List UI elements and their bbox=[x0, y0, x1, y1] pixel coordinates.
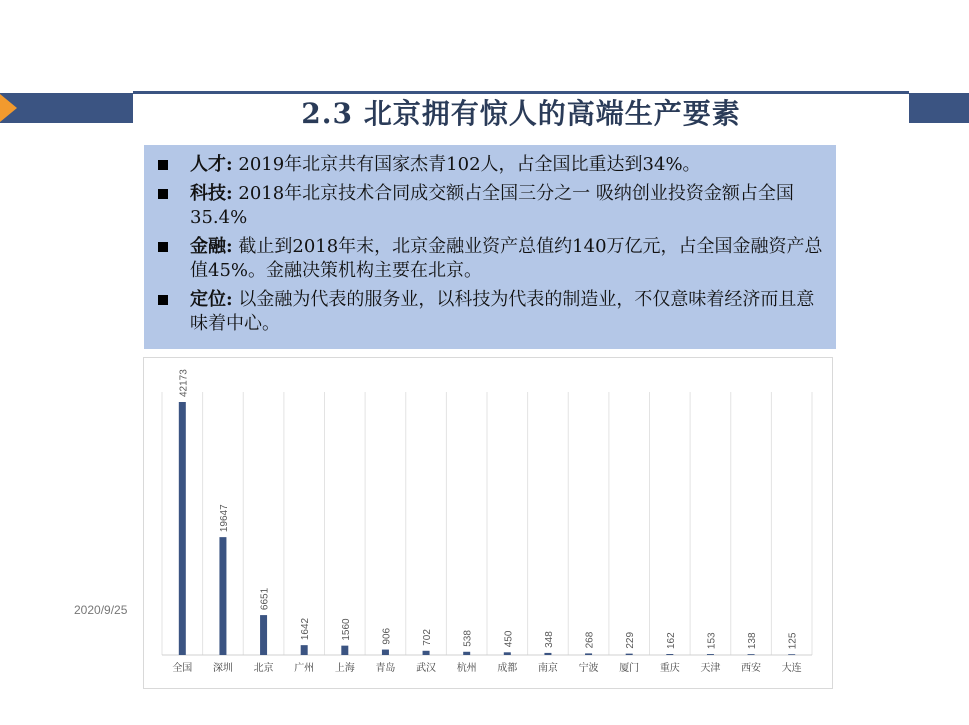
tick-label: 青岛 bbox=[375, 663, 396, 674]
tick-label: 成都 bbox=[497, 663, 518, 674]
tick-label: 杭州 bbox=[456, 663, 477, 674]
bullet-text: 截止到2018年末，北京金融业资产总值约140万亿元，占全国金融资产总值45%。金融决策机构主要在北京。 bbox=[190, 236, 823, 281]
tick-label: 西安 bbox=[741, 663, 762, 674]
slide-date: 2020/9/25 bbox=[74, 603, 128, 617]
bar bbox=[382, 650, 389, 655]
tick-label: 大连 bbox=[781, 663, 802, 674]
bar bbox=[748, 654, 755, 655]
square-bullet-icon bbox=[158, 189, 168, 199]
data-label: 1560 bbox=[340, 618, 352, 641]
bullet-textbox bbox=[144, 145, 836, 349]
bullet-key: 金融: bbox=[190, 236, 233, 257]
bullet-text: 2019年北京共有国家杰青102人，占全国比重达到34%。 bbox=[232, 154, 701, 175]
bar bbox=[544, 653, 551, 655]
tick-label: 宁波 bbox=[578, 663, 599, 674]
bullet-list bbox=[144, 145, 836, 336]
data-label: 6651 bbox=[259, 587, 271, 611]
data-label: 450 bbox=[503, 630, 515, 648]
data-label: 42173 bbox=[178, 369, 190, 397]
tick-label: 全国 bbox=[172, 663, 193, 674]
bar bbox=[463, 652, 470, 655]
square-bullet-icon bbox=[158, 242, 168, 252]
tick-label: 重庆 bbox=[659, 663, 680, 674]
bar bbox=[504, 652, 511, 655]
bullet-key: 定位: bbox=[190, 289, 233, 310]
bar bbox=[585, 653, 592, 655]
data-label: 538 bbox=[462, 630, 474, 647]
header-band-left bbox=[0, 93, 133, 123]
bullet-key: 科技: bbox=[190, 183, 233, 204]
tick-label: 南京 bbox=[537, 663, 558, 674]
bar-chart bbox=[143, 357, 833, 689]
tick-label: 厦门 bbox=[619, 663, 640, 674]
bullet-positioning bbox=[152, 288, 828, 336]
bar bbox=[219, 537, 226, 655]
data-label: 162 bbox=[665, 632, 677, 650]
header-band-right bbox=[909, 93, 969, 123]
data-label: 268 bbox=[584, 631, 596, 649]
bullet-finance bbox=[152, 235, 828, 283]
slide-title: 2.3 北京拥有惊人的高端生产要素 bbox=[301, 97, 741, 130]
data-label: 153 bbox=[706, 632, 718, 650]
data-label: 229 bbox=[625, 631, 637, 649]
square-bullet-icon bbox=[158, 160, 168, 170]
bar bbox=[341, 646, 348, 655]
bar bbox=[179, 402, 186, 655]
tick-label: 上海 bbox=[334, 663, 355, 674]
data-label: 138 bbox=[747, 632, 759, 650]
tick-label: 武汉 bbox=[416, 663, 437, 674]
tick-label: 广州 bbox=[294, 663, 315, 674]
data-label: 19647 bbox=[218, 504, 230, 533]
data-label: 348 bbox=[543, 631, 555, 648]
bullet-text: 2018年北京技术合同成交额占全国三分之一 吸纳创业投资金额占全国35.4% bbox=[190, 183, 794, 228]
bar bbox=[707, 654, 714, 655]
tick-label: 深圳 bbox=[212, 663, 233, 674]
bar bbox=[626, 654, 633, 655]
bar bbox=[788, 654, 795, 655]
data-label: 702 bbox=[422, 629, 434, 646]
tick-label: 北京 bbox=[253, 663, 274, 674]
data-label: 125 bbox=[787, 632, 799, 650]
bullet-key: 人才: bbox=[190, 154, 233, 175]
bar bbox=[260, 615, 267, 655]
arrow-icon bbox=[0, 94, 17, 122]
bar bbox=[301, 645, 308, 655]
chart-svg bbox=[144, 358, 832, 688]
bar bbox=[666, 654, 673, 655]
bullet-talent bbox=[152, 153, 828, 177]
data-label: 906 bbox=[381, 627, 393, 645]
bar bbox=[423, 651, 430, 655]
data-label: 1642 bbox=[300, 617, 312, 641]
square-bullet-icon bbox=[158, 295, 168, 305]
bullet-text: 以金融为代表的服务业，以科技为代表的制造业，不仅意味着经济而且意味着中心。 bbox=[190, 289, 815, 334]
tick-label: 天津 bbox=[700, 663, 721, 674]
bullet-tech bbox=[152, 182, 828, 230]
